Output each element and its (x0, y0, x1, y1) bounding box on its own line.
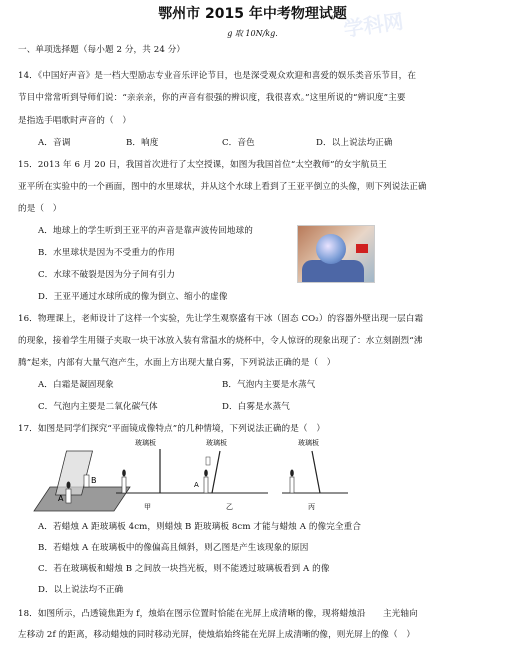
figure-yi (116, 438, 200, 511)
q16-line1: 16．物理课上，老师设计了这样一个实验，先让学生观察盛有干冰（固态 CO₂）的容器外壁出现一层白霜 (18, 314, 424, 324)
q16-option-b: B．气泡内主要是水蒸气 (222, 380, 316, 390)
label-a-jia: A (58, 494, 64, 503)
q18-line1: 18．如图所示，凸透镜焦距为 f，烛焰在图示位置时恰能在光屏上成清晰的像，现将蜡烛沿 主光轴向 (18, 609, 418, 619)
q15-line2: 亚平所在实验中的一个画面，图中的水里球状，并从这个水球上看到了王亚平倒立的头像，则下列说法正确 (18, 182, 427, 192)
q14-option-b: B．响度 (126, 138, 159, 148)
q16-option-a: A．白霜是凝固现象 (38, 380, 114, 390)
q14-line3: 是指选手唱歌时声音的（ ） (18, 116, 132, 126)
label-a-bing: A (194, 481, 199, 489)
q15-option-c: C．水球不破裂是因为分子间有引力 (38, 270, 176, 280)
q15-option-b: B．水里球状是因为不受重力的作用 (38, 248, 175, 258)
q14-line1: 14．《中国好声音》是一档大型励志专业音乐评论节目，也是深受观众欢迎和喜爱的娱乐类音乐节目，在 (18, 71, 417, 81)
q16-line2: 的现象，接着学生用镊子夹取一块干冰放入装有常温水的烧杯中，令人惊讶的现象出现了：水立刻剧烈“沸 (18, 336, 423, 346)
figure-jia (34, 451, 130, 511)
g-note: g 取 10N/kg. (227, 29, 278, 38)
q17-option-b: B．若蜡烛 A 在玻璃板中的像偏高且倾斜，则乙图是产生该现象的原因 (38, 543, 309, 553)
caption-bing: 乙 (226, 503, 233, 511)
caption-yi: 甲 (144, 503, 151, 511)
q14-option-c: C．音色 (222, 138, 255, 148)
label-glass-yi: 玻璃板 (135, 439, 156, 447)
page-title: 鄂州市 2015 年中考物理试题 (158, 6, 347, 22)
q15-option-a: A．地球上的学生听到王亚平的声音是靠声波传回地球的 (38, 226, 253, 236)
q14-line2: 节目中常常听到导师们说：“亲亲亲，你的声音有很强的辨识度，我很喜欢。”这里所说的“辨识度”主要 (18, 93, 406, 103)
q17-option-d: D．以上说法均不正确 (38, 585, 124, 595)
q14-option-a: A．音调 (38, 138, 71, 148)
q17-option-a: A．若蜡烛 A 距玻璃板 4cm，则蜡烛 B 距玻璃板 8cm 才能与蜡烛 A 的像完全重合 (38, 522, 362, 532)
label-glass-bing: 玻璃板 (206, 439, 227, 447)
q14-option-d: D．以上说法均正确 (316, 138, 393, 148)
q15-line1: 15．2013 年 6 月 20 日，我国首次进行了太空授课，如图为我国首位“太空教师”的女宇航员王 (18, 160, 387, 170)
q18-line2: 左移动 2f 的距离，移动蜡烛的同时移动光屏，使烛焰始终能在光屏上成清晰的像，则光屏上的像（ ） (18, 630, 416, 640)
q17-line1: 17．如图是同学们探究“平面镜成像特点”的几种情境，下列说法正确的是（ ） (18, 424, 326, 434)
figure-bing (194, 438, 268, 511)
section-heading: 一、单项选择题（每小题 2 分，共 24 分） (18, 45, 186, 55)
q16-option-d: D．白雾是水蒸气 (222, 402, 290, 412)
q16-option-c: C．气泡内主要是二氧化碳气体 (38, 402, 158, 412)
q16-line3: 腾”起来，内部有大量气泡产生，水面上方出现大量白雾，下列说法正确的是（ ） (18, 358, 336, 368)
q15-line3: 的是（ ） (18, 204, 62, 214)
q17-option-c: C．若在玻璃板和蜡烛 B 之间放一块挡光板，则不能透过玻璃板看到 A 的像 (38, 564, 330, 574)
label-b-jia: B (91, 476, 97, 485)
figure-ding (282, 438, 348, 511)
watermark-logo: 学科网 (342, 9, 405, 42)
q15-option-d: D．王亚平通过水球所成的像为倒立、缩小的虚像 (38, 292, 228, 302)
label-glass-ding: 玻璃板 (298, 439, 319, 447)
astronaut-water-ball-photo (297, 225, 375, 283)
mirror-experiment-figure (30, 437, 350, 517)
caption-ding: 丙 (308, 503, 315, 511)
